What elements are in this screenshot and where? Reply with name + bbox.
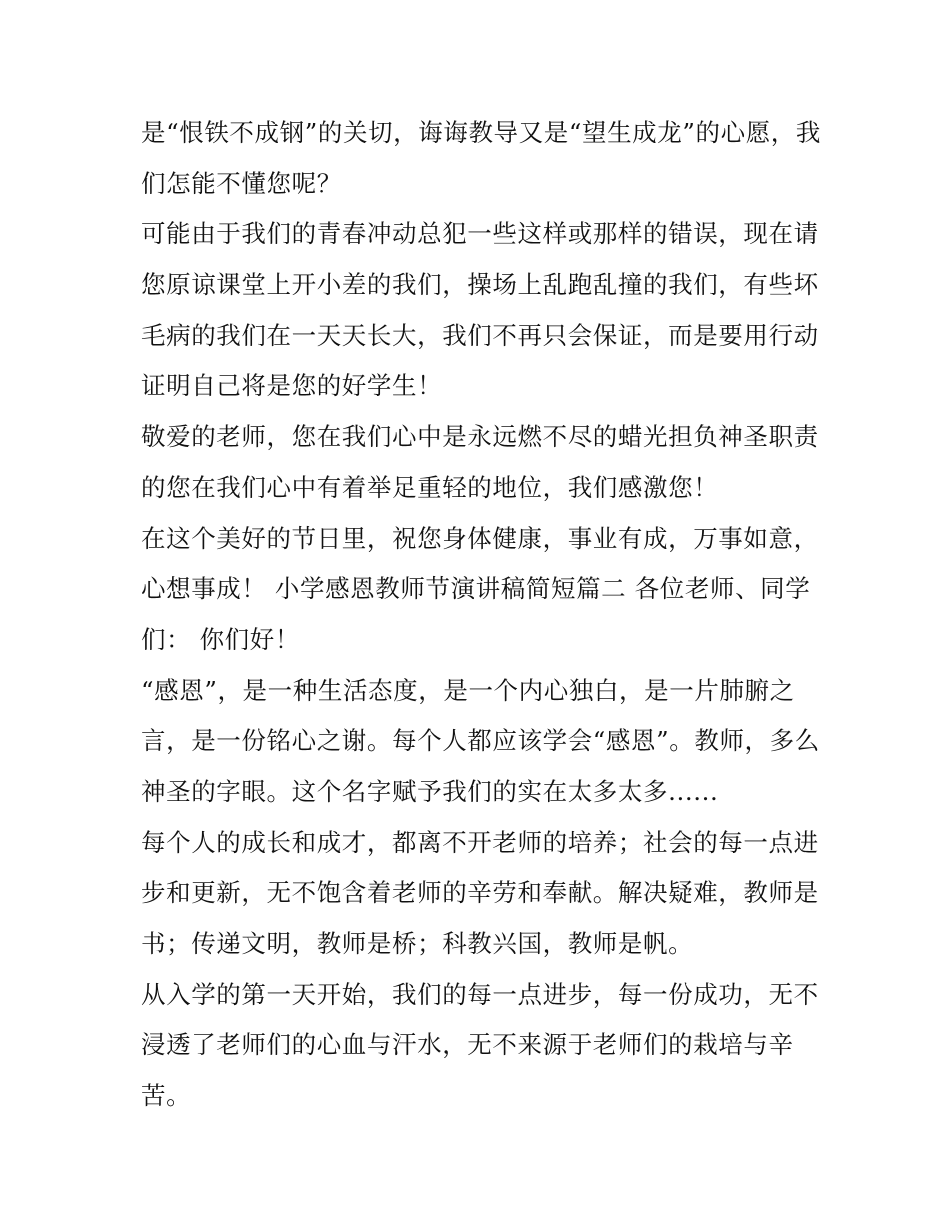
text-line: 的您在我们心中有着举足重轻的地位，我们感激您！ — [141, 472, 719, 502]
text-line: 心想事成！ 小学感恩教师节演讲稿简短篇二 各位老师、同学 — [141, 574, 811, 604]
text-line: “感恩”，是一种生活态度，是一个内心独白，是一片肺腑之 — [141, 675, 795, 705]
text-line: 可能由于我们的青春冲动总犯一些这样或那样的错误，现在请 — [141, 219, 819, 249]
text-line: 每个人的成长和成才，都离不开老师的培养；社会的每一点进 — [141, 827, 819, 857]
text-line: 步和更新，无不饱含着老师的辛劳和奉献。解决疑难，教师是 — [141, 878, 819, 908]
text-line: 们： 你们好！ — [141, 624, 300, 654]
text-line: 在这个美好的节日里，祝您身体健康，事业有成，万事如意， — [141, 523, 819, 553]
text-line: 证明自己将是您的好学生！ — [141, 371, 443, 401]
text-line: 是“恨铁不成钢”的关切，诲诲教导又是“望生成龙”的心愿，我 — [141, 118, 821, 147]
text-line: 敬爱的老师，您在我们心中是永远燃不尽的蜡光担负神圣职责 — [141, 422, 819, 452]
text-line: 书；传递文明，教师是桥；科教兴国，教师是帆。 — [141, 929, 694, 958]
text-line: 您原谅课堂上开小差的我们，操场上乱跑乱撞的我们，有些坏 — [141, 270, 819, 300]
text-line: 神圣的字眼。这个名字赋予我们的实在太多太多...... — [141, 776, 719, 806]
text-line: 们怎能不懂您呢？ — [141, 168, 342, 198]
text-line: 苦。 — [141, 1081, 192, 1111]
body-text — [141, 108, 821, 1122]
text-line: 从入学的第一天开始，我们的每一点进步，每一份成功，无不 — [141, 979, 819, 1009]
text-line: 浸透了老师们的心血与汗水，无不来源于老师们的栽培与辛 — [141, 1030, 794, 1060]
text-line: 言，是一份铭心之谢。每个人都应该学会“感恩”。教师，多么 — [141, 726, 820, 756]
text-line: 毛病的我们在一天天长大，我们不再只会保证，而是要用行动 — [141, 320, 819, 350]
